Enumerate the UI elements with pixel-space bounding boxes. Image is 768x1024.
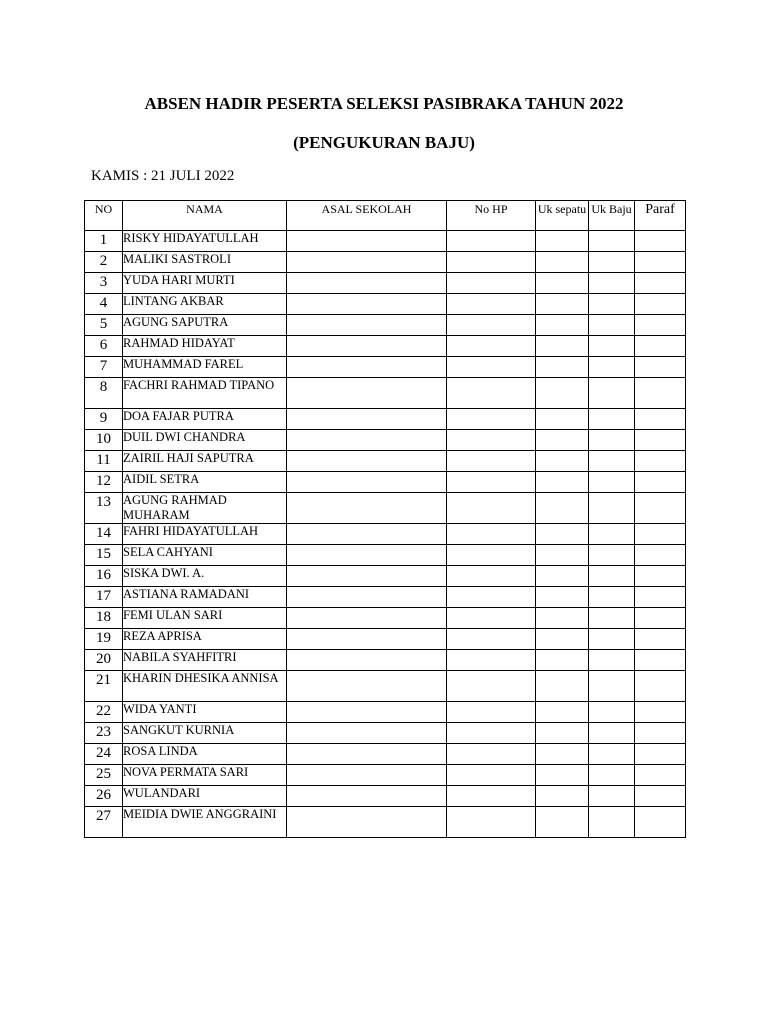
row-nama: SANGKUT KURNIA: [123, 723, 287, 744]
table-header-row: [85, 201, 686, 231]
uk-sepatu-cell: [536, 723, 589, 744]
asal-sekolah-cell: [287, 671, 447, 702]
asal-sekolah-cell: [287, 336, 447, 357]
row-nama: DUIL DWI CHANDRA: [123, 430, 287, 451]
row-nama: NOVA PERMATA SARI: [123, 765, 287, 786]
table-row: [85, 545, 686, 566]
no-hp-cell: [447, 545, 536, 566]
uk-sepatu-cell: [536, 566, 589, 587]
header-no-hp: No HP: [447, 201, 536, 231]
asal-sekolah-cell: [287, 702, 447, 723]
table-row: [85, 629, 686, 650]
row-nama: RAHMAD HIDAYAT: [123, 336, 287, 357]
header-uk-baju: Uk Baju: [589, 201, 635, 231]
asal-sekolah-cell: [287, 231, 447, 252]
asal-sekolah-cell: [287, 629, 447, 650]
uk-sepatu-cell: [536, 378, 589, 409]
no-hp-cell: [447, 378, 536, 409]
table-row: [85, 671, 686, 702]
uk-sepatu-cell: [536, 587, 589, 608]
asal-sekolah-cell: [287, 252, 447, 273]
uk-sepatu-cell: [536, 524, 589, 545]
table-row: [85, 587, 686, 608]
uk-baju-cell: [589, 524, 635, 545]
paraf-cell: [635, 650, 686, 671]
row-number: 17: [85, 587, 123, 608]
asal-sekolah-cell: [287, 807, 447, 838]
asal-sekolah-cell: [287, 315, 447, 336]
no-hp-cell: [447, 252, 536, 273]
table-row: [85, 231, 686, 252]
no-hp-cell: [447, 409, 536, 430]
uk-sepatu-cell: [536, 357, 589, 378]
no-hp-cell: [447, 587, 536, 608]
uk-baju-cell: [589, 744, 635, 765]
row-number: 3: [85, 273, 123, 294]
no-hp-cell: [447, 472, 536, 493]
uk-sepatu-cell: [536, 765, 589, 786]
table-row: [85, 451, 686, 472]
header-no: NO: [85, 201, 123, 231]
table-row: [85, 650, 686, 671]
row-number: 15: [85, 545, 123, 566]
table-row: [85, 315, 686, 336]
uk-baju-cell: [589, 273, 635, 294]
no-hp-cell: [447, 493, 536, 524]
table-row: [85, 786, 686, 807]
table-row: [85, 493, 686, 524]
uk-baju-cell: [589, 451, 635, 472]
row-nama: ASTIANA RAMADANI: [123, 587, 287, 608]
uk-baju-cell: [589, 231, 635, 252]
uk-sepatu-cell: [536, 786, 589, 807]
no-hp-cell: [447, 566, 536, 587]
uk-baju-cell: [589, 472, 635, 493]
no-hp-cell: [447, 765, 536, 786]
uk-baju-cell: [589, 629, 635, 650]
row-number: 11: [85, 451, 123, 472]
uk-baju-cell: [589, 409, 635, 430]
asal-sekolah-cell: [287, 378, 447, 409]
paraf-cell: [635, 587, 686, 608]
row-number: 23: [85, 723, 123, 744]
no-hp-cell: [447, 744, 536, 765]
row-nama: RISKY HIDAYATULLAH: [123, 231, 287, 252]
uk-sepatu-cell: [536, 671, 589, 702]
asal-sekolah-cell: [287, 451, 447, 472]
row-nama: AGUNG SAPUTRA: [123, 315, 287, 336]
uk-sepatu-cell: [536, 545, 589, 566]
uk-sepatu-cell: [536, 472, 589, 493]
row-number: 9: [85, 409, 123, 430]
uk-sepatu-cell: [536, 608, 589, 629]
row-nama: ZAIRIL HAJI SAPUTRA: [123, 451, 287, 472]
paraf-cell: [635, 378, 686, 409]
table-row: [85, 252, 686, 273]
row-number: 7: [85, 357, 123, 378]
asal-sekolah-cell: [287, 273, 447, 294]
row-number: 26: [85, 786, 123, 807]
row-number: 5: [85, 315, 123, 336]
row-number: 10: [85, 430, 123, 451]
document-title: ABSEN HADIR PESERTA SELEKSI PASIBRAKA TAHUN 2022: [144, 94, 624, 113]
row-nama: NABILA SYAHFITRI: [123, 650, 287, 671]
header-nama: NAMA: [123, 201, 287, 231]
uk-sepatu-cell: [536, 629, 589, 650]
header-asal-sekolah: ASAL SEKOLAH: [287, 201, 447, 231]
row-number: 14: [85, 524, 123, 545]
table-row: [85, 430, 686, 451]
uk-baju-cell: [589, 650, 635, 671]
row-nama: YUDA HARI MURTI: [123, 273, 287, 294]
row-number: 12: [85, 472, 123, 493]
uk-baju-cell: [589, 587, 635, 608]
no-hp-cell: [447, 671, 536, 702]
paraf-cell: [635, 273, 686, 294]
row-nama: MUHAMMAD FAREL: [123, 357, 287, 378]
uk-baju-cell: [589, 357, 635, 378]
no-hp-cell: [447, 608, 536, 629]
paraf-cell: [635, 252, 686, 273]
paraf-cell: [635, 566, 686, 587]
table-row: [85, 357, 686, 378]
asal-sekolah-cell: [287, 493, 447, 524]
uk-baju-cell: [589, 430, 635, 451]
paraf-cell: [635, 765, 686, 786]
row-number: 16: [85, 566, 123, 587]
paraf-cell: [635, 608, 686, 629]
row-number: 22: [85, 702, 123, 723]
no-hp-cell: [447, 723, 536, 744]
uk-sepatu-cell: [536, 430, 589, 451]
uk-baju-cell: [589, 671, 635, 702]
table-row: [85, 744, 686, 765]
table-row: [85, 273, 686, 294]
table-row: [85, 702, 686, 723]
asal-sekolah-cell: [287, 566, 447, 587]
no-hp-cell: [447, 294, 536, 315]
uk-baju-cell: [589, 765, 635, 786]
table-row: [85, 378, 686, 409]
paraf-cell: [635, 294, 686, 315]
row-nama: DOA FAJAR PUTRA: [123, 409, 287, 430]
asal-sekolah-cell: [287, 744, 447, 765]
paraf-cell: [635, 786, 686, 807]
table-row: [85, 807, 686, 838]
attendance-table: [84, 200, 686, 838]
table-row: [85, 472, 686, 493]
uk-sepatu-cell: [536, 451, 589, 472]
paraf-cell: [635, 744, 686, 765]
uk-baju-cell: [589, 786, 635, 807]
asal-sekolah-cell: [287, 608, 447, 629]
row-nama: SISKA DWI. A.: [123, 566, 287, 587]
asal-sekolah-cell: [287, 357, 447, 378]
uk-baju-cell: [589, 807, 635, 838]
no-hp-cell: [447, 357, 536, 378]
uk-sepatu-cell: [536, 409, 589, 430]
table-row: [85, 524, 686, 545]
paraf-cell: [635, 231, 686, 252]
paraf-cell: [635, 671, 686, 702]
row-nama: WULANDARI: [123, 786, 287, 807]
no-hp-cell: [447, 702, 536, 723]
table-row: [85, 608, 686, 629]
row-number: 13: [85, 493, 123, 524]
asal-sekolah-cell: [287, 524, 447, 545]
row-nama: KHARIN DHESIKA ANNISA: [123, 671, 287, 702]
uk-sepatu-cell: [536, 702, 589, 723]
asal-sekolah-cell: [287, 409, 447, 430]
header-paraf: Paraf: [635, 201, 686, 231]
uk-baju-cell: [589, 252, 635, 273]
paraf-cell: [635, 545, 686, 566]
no-hp-cell: [447, 231, 536, 252]
no-hp-cell: [447, 629, 536, 650]
row-nama: SELA CAHYANI: [123, 545, 287, 566]
row-nama: FEMI ULAN SARI: [123, 608, 287, 629]
table-row: [85, 336, 686, 357]
no-hp-cell: [447, 786, 536, 807]
row-nama: AGUNG RAHMAD MUHARAM: [123, 493, 287, 524]
row-number: 4: [85, 294, 123, 315]
asal-sekolah-cell: [287, 786, 447, 807]
no-hp-cell: [447, 650, 536, 671]
no-hp-cell: [447, 524, 536, 545]
row-number: 1: [85, 231, 123, 252]
row-number: 2: [85, 252, 123, 273]
row-nama: FACHRI RAHMAD TIPANO: [123, 378, 287, 409]
asal-sekolah-cell: [287, 650, 447, 671]
row-number: 6: [85, 336, 123, 357]
uk-baju-cell: [589, 566, 635, 587]
row-nama: WIDA YANTI: [123, 702, 287, 723]
uk-baju-cell: [589, 378, 635, 409]
row-nama: ROSA LINDA: [123, 744, 287, 765]
table-row: [85, 409, 686, 430]
paraf-cell: [635, 493, 686, 524]
row-number: 24: [85, 744, 123, 765]
uk-baju-cell: [589, 545, 635, 566]
asal-sekolah-cell: [287, 587, 447, 608]
no-hp-cell: [447, 451, 536, 472]
row-number: 21: [85, 671, 123, 702]
uk-baju-cell: [589, 336, 635, 357]
uk-sepatu-cell: [536, 294, 589, 315]
header-uk-sepatu: Uk sepatu: [536, 201, 589, 231]
row-nama: MEIDIA DWIE ANGGRAINI: [123, 807, 287, 838]
row-nama: FAHRI HIDAYATULLAH: [123, 524, 287, 545]
asal-sekolah-cell: [287, 545, 447, 566]
paraf-cell: [635, 315, 686, 336]
uk-sepatu-cell: [536, 807, 589, 838]
paraf-cell: [635, 451, 686, 472]
row-number: 18: [85, 608, 123, 629]
row-number: 20: [85, 650, 123, 671]
no-hp-cell: [447, 807, 536, 838]
uk-baju-cell: [589, 608, 635, 629]
date-line: KAMIS : 21 JULI 2022: [91, 168, 235, 184]
asal-sekolah-cell: [287, 430, 447, 451]
paraf-cell: [635, 807, 686, 838]
table-row: [85, 723, 686, 744]
asal-sekolah-cell: [287, 723, 447, 744]
row-nama: REZA APRISA: [123, 629, 287, 650]
uk-baju-cell: [589, 315, 635, 336]
table-body: [85, 231, 686, 838]
asal-sekolah-cell: [287, 472, 447, 493]
paraf-cell: [635, 357, 686, 378]
row-nama: LINTANG AKBAR: [123, 294, 287, 315]
asal-sekolah-cell: [287, 294, 447, 315]
row-nama: AIDIL SETRA: [123, 472, 287, 493]
asal-sekolah-cell: [287, 765, 447, 786]
uk-sepatu-cell: [536, 273, 589, 294]
paraf-cell: [635, 723, 686, 744]
no-hp-cell: [447, 273, 536, 294]
uk-sepatu-cell: [536, 650, 589, 671]
uk-sepatu-cell: [536, 252, 589, 273]
paraf-cell: [635, 472, 686, 493]
paraf-cell: [635, 702, 686, 723]
uk-baju-cell: [589, 723, 635, 744]
uk-baju-cell: [589, 702, 635, 723]
document-subtitle: (PENGUKURAN BAJU): [293, 133, 475, 152]
uk-sepatu-cell: [536, 336, 589, 357]
paraf-cell: [635, 336, 686, 357]
paraf-cell: [635, 524, 686, 545]
table-row: [85, 566, 686, 587]
no-hp-cell: [447, 430, 536, 451]
paraf-cell: [635, 629, 686, 650]
row-number: 19: [85, 629, 123, 650]
no-hp-cell: [447, 336, 536, 357]
uk-sepatu-cell: [536, 231, 589, 252]
uk-baju-cell: [589, 493, 635, 524]
table-row: [85, 765, 686, 786]
row-number: 27: [85, 807, 123, 838]
no-hp-cell: [447, 315, 536, 336]
table-row: [85, 294, 686, 315]
paraf-cell: [635, 409, 686, 430]
paraf-cell: [635, 430, 686, 451]
uk-sepatu-cell: [536, 315, 589, 336]
row-nama: MALIKI SASTROLI: [123, 252, 287, 273]
uk-sepatu-cell: [536, 493, 589, 524]
row-number: 25: [85, 765, 123, 786]
row-number: 8: [85, 378, 123, 409]
uk-baju-cell: [589, 294, 635, 315]
uk-sepatu-cell: [536, 744, 589, 765]
